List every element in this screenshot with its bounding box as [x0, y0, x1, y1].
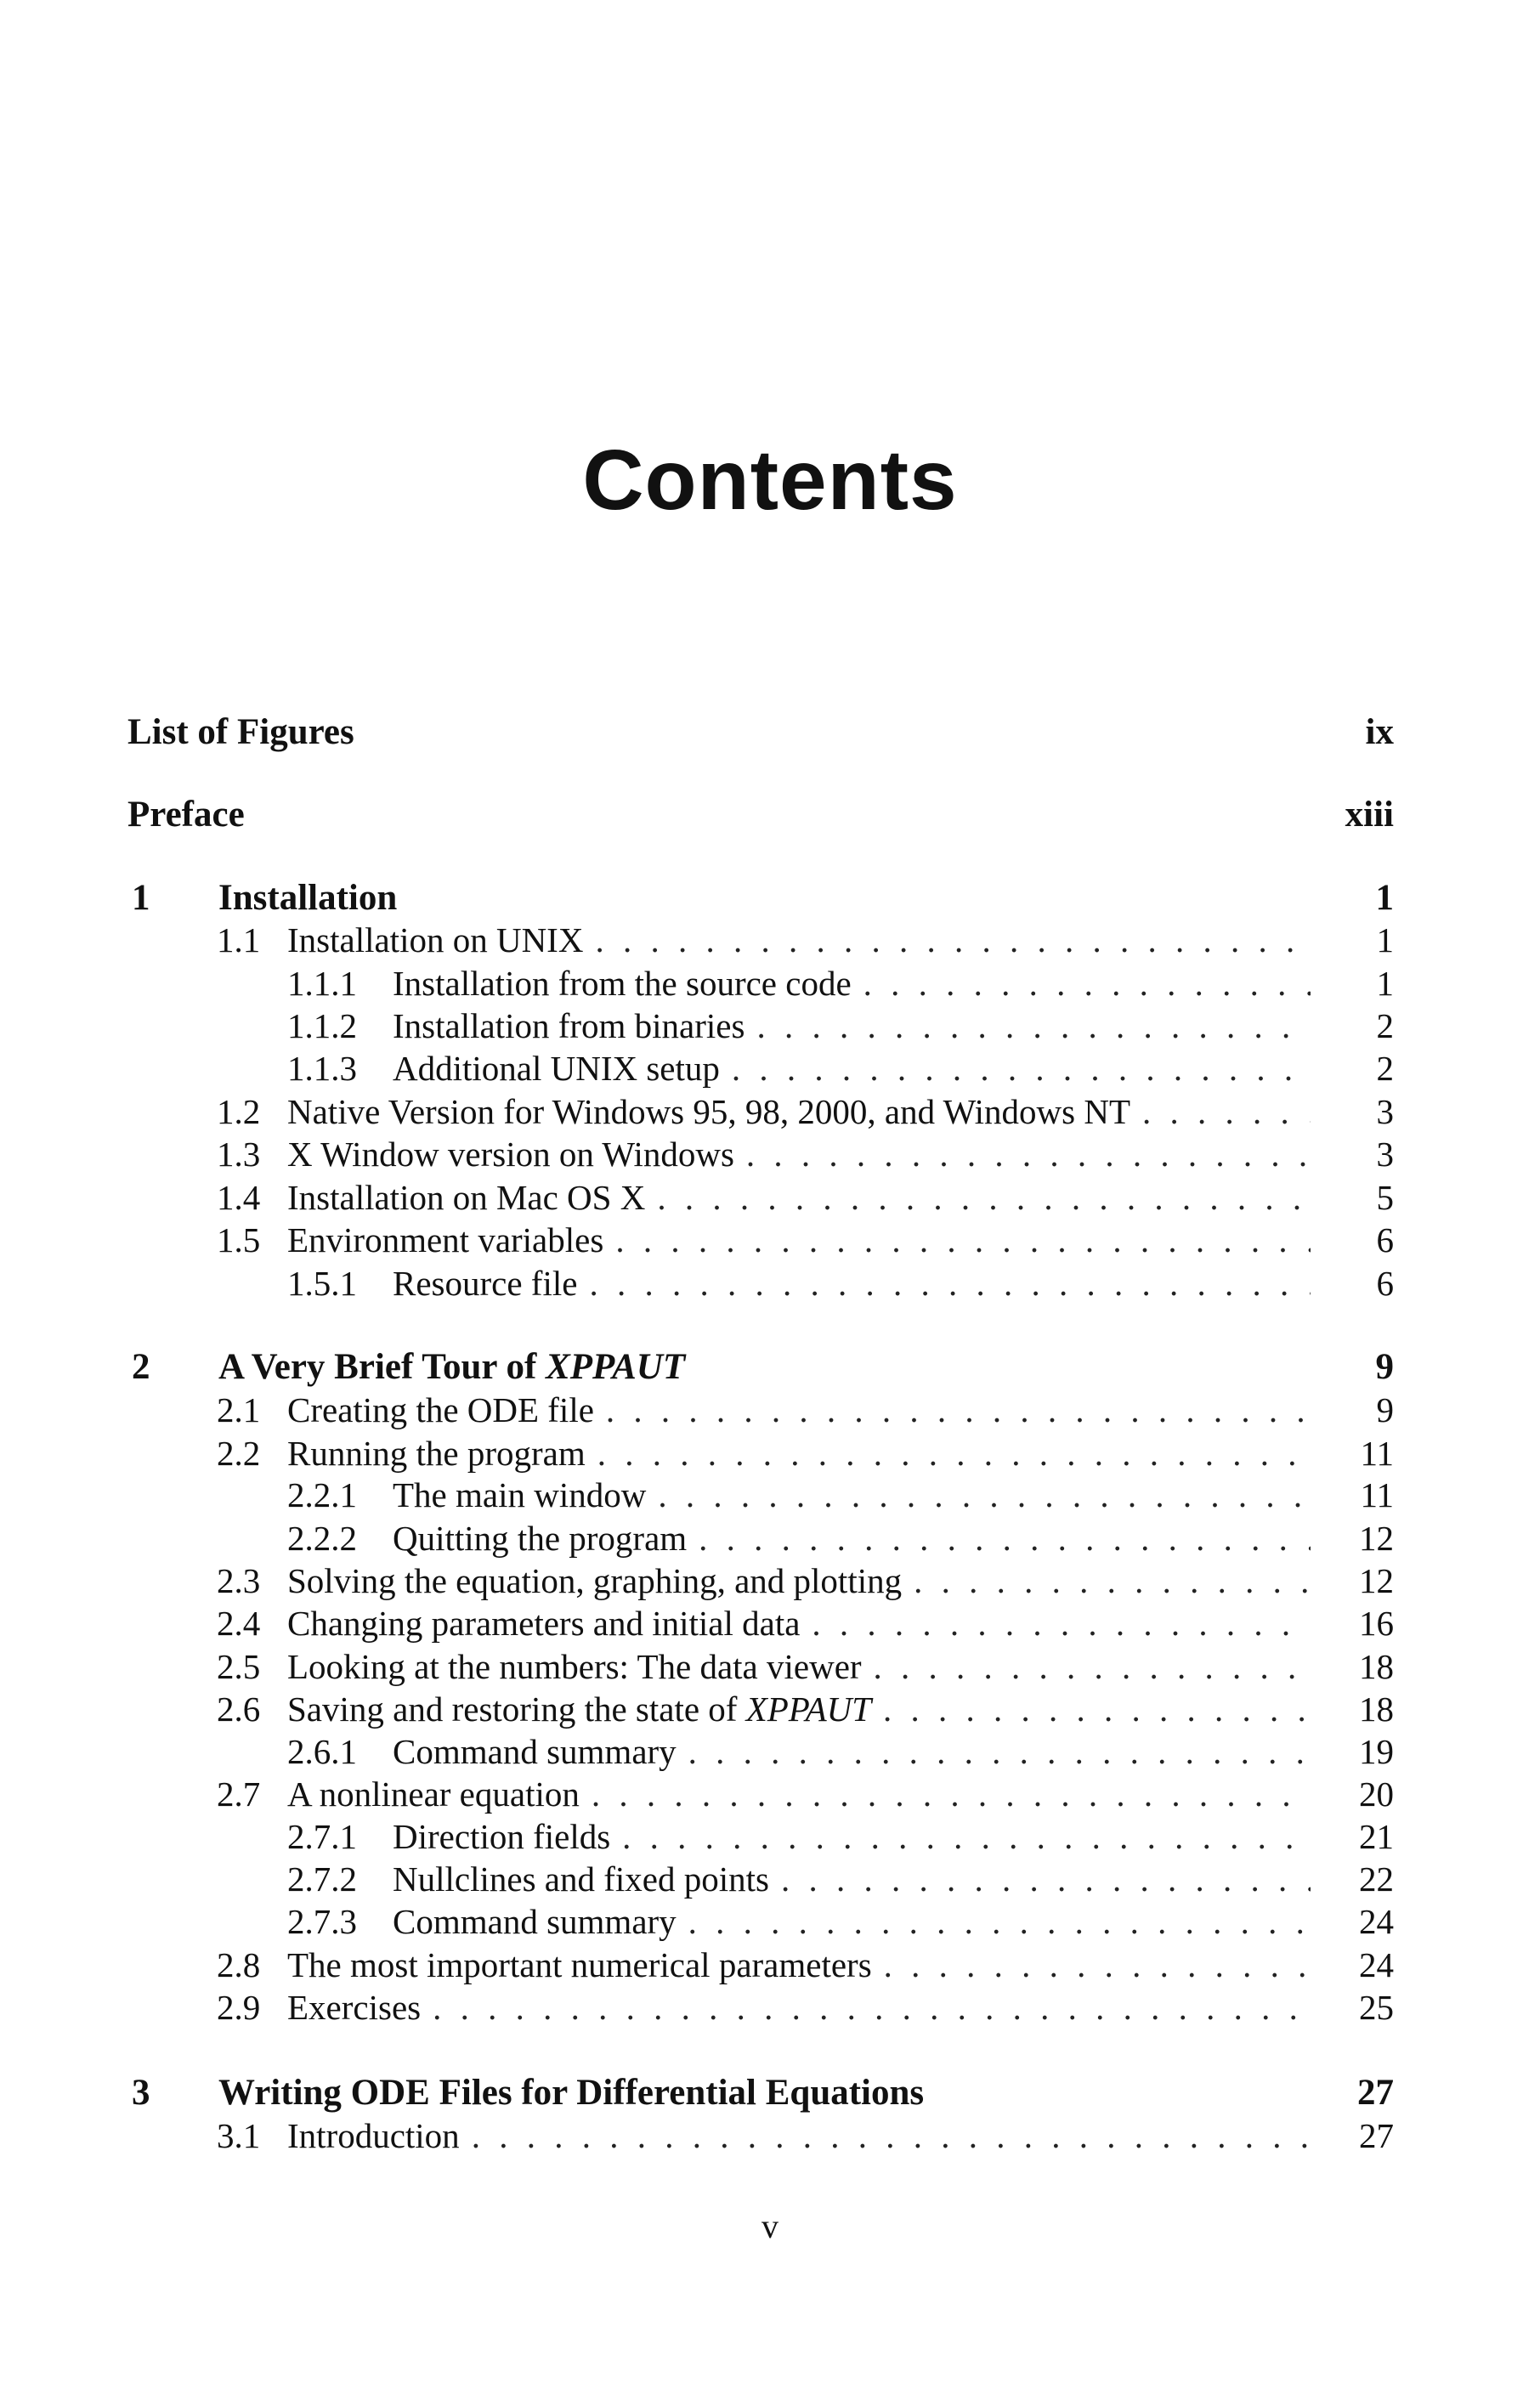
toc-entry-page: 9 [1375, 1347, 1394, 1387]
toc-dot-leader [732, 1045, 1311, 1091]
toc-entry-title: Running the program [287, 1434, 586, 1473]
toc-entry-title-italic: XPPAUT [546, 1347, 686, 1387]
toc-entry-number: 2.9 [217, 1988, 261, 2027]
toc-entry-title: Introduction [287, 2116, 460, 2155]
toc-entry-number: 3.1 [217, 2116, 261, 2155]
toc-entry-title: A Very Brief Tour of XPPAUT [218, 1347, 686, 1387]
toc-entry-number: 1.2 [217, 1092, 261, 1131]
toc-entry-title: Quitting the program [393, 1519, 688, 1558]
toc-dot-leader [622, 1814, 1311, 1859]
toc-entry-page: 20 [1359, 1774, 1394, 1814]
toc-dot-leader [756, 1003, 1311, 1049]
toc-entry-number: 1.1.2 [287, 1006, 357, 1045]
toc-subsection-row [0, 1472, 1394, 1518]
toc-section-row [0, 1089, 1394, 1135]
toc-entry-number: 2.6.1 [287, 1732, 357, 1771]
toc-entry-title: Exercises [287, 1988, 422, 2027]
toc-dot-leader [658, 1472, 1311, 1518]
toc-entry-number: 1.1.1 [287, 964, 357, 1003]
toc-subsection-row [0, 960, 1394, 1006]
toc-entry-number: 1 [132, 878, 150, 918]
toc-dot-leader [615, 1217, 1311, 1263]
toc-entry-number: 2.7.3 [287, 1902, 357, 1941]
toc-subsection-row [0, 1045, 1394, 1091]
toc-entry-page: 24 [1359, 1902, 1394, 1941]
toc-entry-number: 3 [132, 2073, 150, 2113]
toc-dot-leader [883, 1686, 1311, 1732]
toc-dot-leader [781, 1856, 1311, 1902]
toc-section-row [0, 1131, 1394, 1177]
toc-entry-page: 25 [1359, 1988, 1394, 2027]
toc-subsection-row [0, 1003, 1394, 1049]
toc-entry-title: Solving the equation, graphing, and plotting [287, 1561, 903, 1600]
toc-entry-page: 1 [1375, 878, 1394, 918]
toc-section-row [0, 1558, 1394, 1604]
toc-entry-page: 11 [1360, 1475, 1394, 1514]
toc-entry-page: 21 [1359, 1817, 1394, 1856]
toc-entry-page: 16 [1359, 1604, 1394, 1643]
toc-dot-leader [812, 1600, 1311, 1646]
toc-entry-title: Writing ODE Files for Differential Equations [218, 2073, 925, 2113]
toc-dot-leader [1142, 1089, 1311, 1135]
toc-entry-title: Direction fields [393, 1817, 611, 1856]
toc-dot-leader [688, 1899, 1311, 1944]
toc-entry-page: 9 [1376, 1390, 1394, 1429]
toc-entry-title: A nonlinear equation [287, 1774, 580, 1814]
toc-entry-number: 1.5.1 [287, 1264, 357, 1303]
toc-entry-page: 1 [1376, 964, 1394, 1003]
toc-entry-title: Command summary [393, 1902, 677, 1941]
toc-entry-title: The main window [393, 1475, 647, 1514]
toc-entry-number: 2.7.2 [287, 1859, 357, 1899]
toc-dot-leader [746, 1131, 1311, 1177]
toc-subsection-row [0, 1899, 1394, 1944]
toc-entry-page: 22 [1359, 1859, 1394, 1899]
toc-entry-number: 2.2.1 [287, 1475, 357, 1514]
toc-entry-page: 2 [1376, 1006, 1394, 1045]
toc-entry-number: 2.2 [217, 1434, 261, 1473]
toc-entry-title: Looking at the numbers: The data viewer [287, 1647, 862, 1686]
toc-entry-number: 2.4 [217, 1604, 261, 1643]
toc-entry-page: 12 [1359, 1561, 1394, 1600]
toc-chapter-row [0, 2070, 1394, 2116]
toc-subsection-row [0, 1856, 1394, 1902]
toc-entry-page: 11 [1360, 1434, 1394, 1473]
toc-dot-leader [592, 1771, 1311, 1817]
toc-entry-title: Nullclines and fixed points [393, 1859, 769, 1899]
toc-entry-page: 1 [1376, 920, 1394, 959]
toc-section-row [0, 1600, 1394, 1646]
toc-entry-title: X Window version on Windows [287, 1135, 734, 1174]
toc-section-row [0, 1644, 1394, 1689]
toc-entry-page: 5 [1376, 1178, 1394, 1217]
toc-entry-page: 2 [1376, 1049, 1394, 1088]
toc-section-row [0, 1387, 1394, 1433]
toc-entry-number: 2.1 [217, 1390, 261, 1429]
toc-entry-title: Resource file [393, 1264, 578, 1303]
toc-dot-leader [688, 1729, 1311, 1774]
toc-entry-number: 1.1 [217, 920, 261, 959]
toc-dot-leader [657, 1174, 1311, 1220]
toc-entry-number: 1.4 [217, 1178, 261, 1217]
toc-entry-page: 6 [1376, 1264, 1394, 1303]
toc-entry-page: 18 [1359, 1689, 1394, 1729]
toc-entry-title-italic: XPPAUT [745, 1689, 872, 1729]
toc-entry-title: Native Version for Windows 95, 98, 2000, and Windows NT [287, 1092, 1131, 1131]
toc-entry-page: 27 [1359, 2116, 1394, 2155]
toc-dot-leader [589, 1260, 1311, 1306]
toc-entry-title: Installation [218, 878, 398, 918]
toc-entry-page: xiii [1345, 795, 1394, 835]
toc-dot-leader [595, 917, 1311, 963]
toc-entry-title: List of Figures [127, 712, 354, 752]
toc-section-row [0, 917, 1394, 963]
toc-entry-number: 2.8 [217, 1945, 261, 1984]
toc-section-row [0, 1771, 1394, 1817]
toc-entry-title: Changing parameters and initial data [287, 1604, 801, 1643]
toc-subsection-row [0, 1729, 1394, 1774]
toc-chapter-row [0, 875, 1394, 921]
toc-entry-title: Additional UNIX setup [393, 1049, 720, 1088]
toc-entry-page: 18 [1359, 1647, 1394, 1686]
toc-entry-title: Saving and restoring the state of XPPAUT [287, 1689, 872, 1729]
toc-section-row [0, 1217, 1394, 1263]
toc-entry-number: 2.7 [217, 1774, 261, 1814]
toc-section-row [0, 1686, 1394, 1732]
toc-dot-leader [606, 1387, 1311, 1433]
toc-dot-leader [914, 1558, 1311, 1604]
toc-entry-title: Command summary [393, 1732, 677, 1771]
toc-entry-page: 6 [1376, 1220, 1394, 1259]
toc-subsection-row [0, 1515, 1394, 1561]
page-title: Contents [582, 433, 958, 528]
toc-entry-title: Environment variables [287, 1220, 604, 1259]
toc-subsection-row [0, 1260, 1394, 1306]
toc-entry-title: Installation on Mac OS X [287, 1178, 646, 1217]
toc-entry-title: Preface [127, 795, 245, 835]
toc-entry-page: 19 [1359, 1732, 1394, 1771]
toc-dot-leader [597, 1430, 1311, 1476]
toc-subsection-row [0, 1814, 1394, 1859]
page-number: v [762, 2207, 778, 2245]
toc-entry-page: 3 [1376, 1092, 1394, 1131]
toc-dot-leader [884, 1942, 1311, 1988]
toc-section-row [0, 1942, 1394, 1988]
toc-entry-page: 27 [1357, 2073, 1394, 2113]
toc-entry-number: 1.1.3 [287, 1049, 357, 1088]
toc-entry-page: ix [1365, 712, 1394, 752]
toc-entry-title: Creating the ODE file [287, 1390, 594, 1429]
toc-dot-leader [863, 960, 1311, 1006]
toc-section-row [0, 1174, 1394, 1220]
toc-entry-page: 3 [1376, 1135, 1394, 1174]
toc-entry-number: 2 [132, 1347, 150, 1387]
toc-chapter-row [0, 1344, 1394, 1390]
toc-entry-page: 24 [1359, 1945, 1394, 1984]
toc-frontmatter-row [0, 792, 1394, 838]
toc-section-row [0, 1430, 1394, 1476]
toc-entry-number: 2.3 [217, 1561, 261, 1600]
toc-entry-number: 1.5 [217, 1220, 261, 1259]
toc-dot-leader [874, 1644, 1311, 1689]
toc-frontmatter-row [0, 710, 1394, 756]
toc-dot-leader [699, 1515, 1311, 1561]
toc-entry-number: 2.7.1 [287, 1817, 357, 1856]
toc-entry-number: 1.3 [217, 1135, 261, 1174]
toc-section-row [0, 1984, 1394, 2030]
toc-dot-leader [472, 2113, 1311, 2159]
toc-entry-number: 2.5 [217, 1647, 261, 1686]
toc-dot-leader [433, 1984, 1311, 2030]
toc-entry-title: Installation from binaries [393, 1006, 745, 1045]
toc-entry-title: Installation on UNIX [287, 920, 584, 959]
toc-entry-title: Installation from the source code [393, 964, 852, 1003]
toc-entry-number: 2.6 [217, 1689, 261, 1729]
toc-entry-title: The most important numerical parameters [287, 1945, 872, 1984]
toc-entry-page: 12 [1359, 1519, 1394, 1558]
toc-entry-number: 2.2.2 [287, 1519, 357, 1558]
toc-section-row [0, 2113, 1394, 2159]
